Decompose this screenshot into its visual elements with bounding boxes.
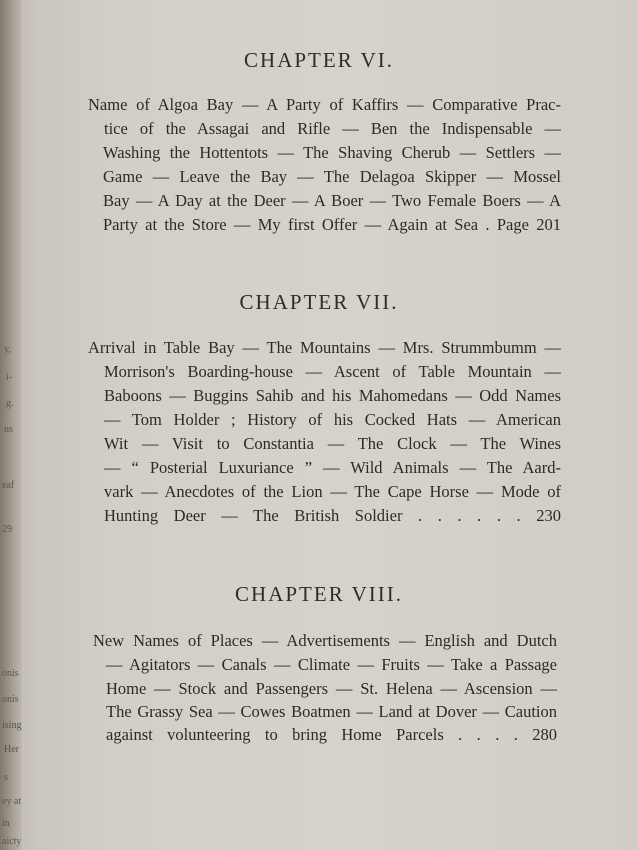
chapter-6-heading: CHAPTER VI. <box>244 48 394 72</box>
chapter-7-line: Baboons — Buggins Sahib and his Mahomedans — Odd Names <box>104 386 561 405</box>
facing-page-fragment: y, <box>4 344 11 355</box>
chapter-6-line: Party at the Store — My first Offer — Again at Sea . Page 201 <box>103 215 561 234</box>
chapter-7-line: — “ Posterial Luxuriance ” — Wild Animals — The Aard- <box>104 458 561 477</box>
chapter-8-line: New Names of Places — Advertisements — English and Dutch <box>93 631 557 650</box>
facing-page-fragment: s <box>4 772 8 783</box>
chapter-7-line: Hunting Deer — The British Soldier . . . . . . 230 <box>104 506 561 525</box>
facing-page-fragment: g. <box>6 398 14 409</box>
chapter-6-line: Washing the Hottentots — The Shaving Cherub — Settlers — <box>103 143 561 162</box>
chapter-8-line: against volunteering to bring Home Parcels . . . . 280 <box>106 725 557 744</box>
chapter-8-heading: CHAPTER VIII. <box>235 582 403 606</box>
chapter-8-line: The Grassy Sea — Cowes Boatmen — Land at Dover — Caution <box>106 702 557 721</box>
facing-page-fragment: ns <box>4 424 13 435</box>
chapter-7-line: Morrison's Boarding-house — Ascent of Table Mountain — <box>104 362 561 381</box>
chapter-8-line: Home — Stock and Passengers — St. Helena — Ascension — <box>106 679 557 698</box>
chapter-6-line: Bay — A Day at the Deer — A Boer — Two Female Boers — A <box>103 191 561 210</box>
chapter-8-line: — Agitators — Canals — Climate — Fruits — Take a Passage <box>106 655 557 674</box>
facing-page-fragment: Her <box>4 744 19 755</box>
chapter-6-line: tice of the Assagai and Rifle — Ben the Indispensable — <box>104 119 561 138</box>
facing-page-fragment: aicty <box>2 836 22 847</box>
chapter-6-line: Name of Algoa Bay — A Party of Kaffirs — Comparative Prac- <box>88 95 561 114</box>
chapter-7-line: Arrival in Table Bay — The Mountains — Mrs. Strummbumm — <box>88 338 561 357</box>
facing-page-fragment: ey at <box>2 796 22 807</box>
facing-page-fragment: eaf <box>2 480 15 491</box>
chapter-7-line: Wit — Visit to Constantia — The Clock — The Wines <box>104 434 561 453</box>
chapter-7-line: vark — Anecdotes of the Lion — The Cape Horse — Mode of <box>104 482 561 501</box>
facing-page-fragment: onis <box>2 694 19 705</box>
chapter-7-heading: CHAPTER VII. <box>239 290 399 314</box>
chapter-6-line: Game — Leave the Bay — The Delagoa Skipper — Mossel <box>103 167 561 186</box>
facing-page-fragment: 29 <box>2 524 12 535</box>
facing-page-fragment: ising <box>2 720 22 731</box>
chapter-7-line: — Tom Holder ; History of his Cocked Hats — American <box>104 410 561 429</box>
facing-page-fragment: i- <box>6 372 13 383</box>
facing-page-fragment: onis <box>2 668 19 679</box>
facing-page-fragment: in <box>2 818 10 829</box>
